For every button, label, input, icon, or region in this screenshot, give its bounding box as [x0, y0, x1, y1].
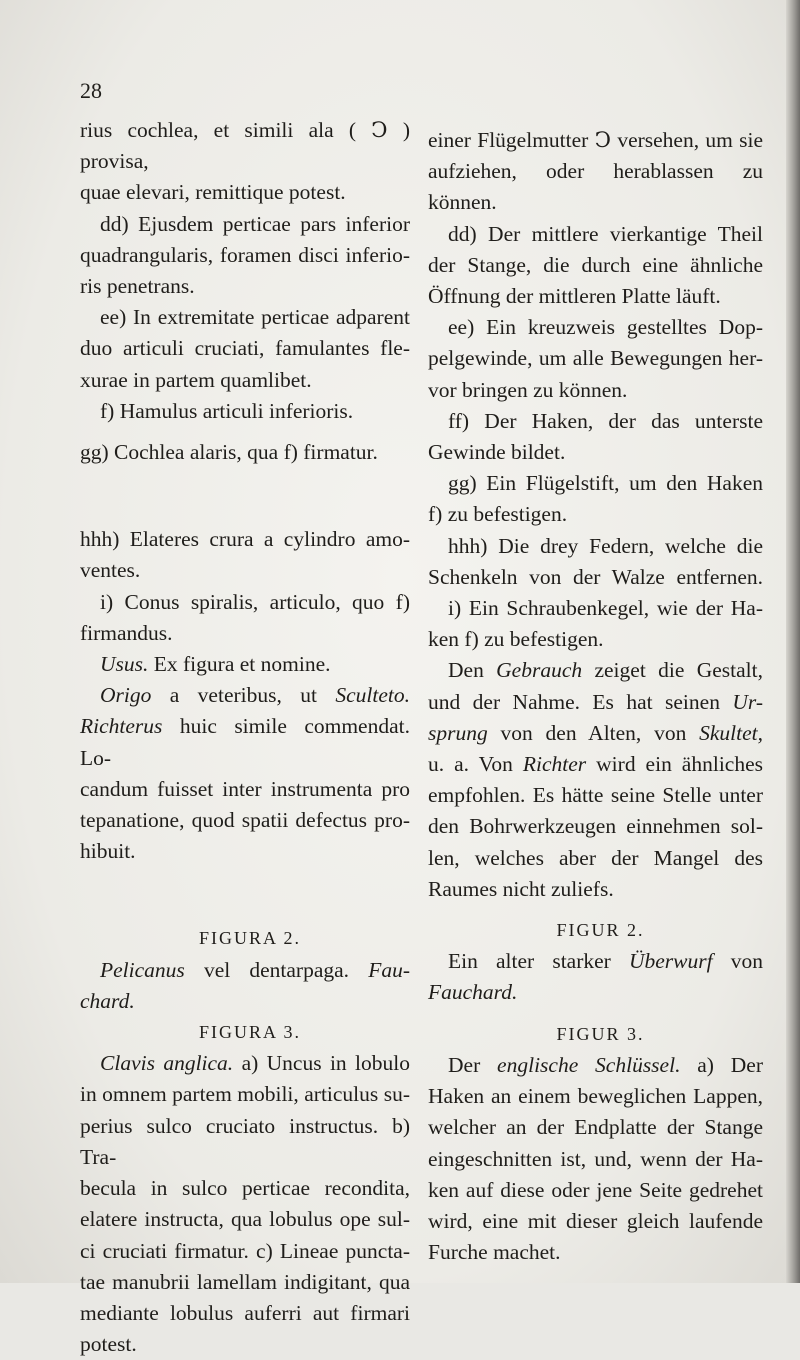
- german-text: und der Nahme. Es hat seinen: [428, 689, 733, 714]
- german-line: welcher an der Endplatte der Stange: [428, 1115, 763, 1140]
- latin-line: hibuit.: [80, 839, 136, 864]
- german-italic: Gebrauch: [496, 658, 583, 683]
- german-figure-heading: FIGUR 3.: [556, 1023, 645, 1044]
- german-text: a) Der: [680, 1052, 764, 1077]
- german-line: hhh) Die drey Federn, welche die: [448, 533, 763, 558]
- german-line: ken f) zu befestigen.: [428, 627, 604, 652]
- latin-line: gg) Cochlea alaris, qua f) firmatur.: [80, 440, 378, 465]
- german-italic: sprung: [428, 720, 488, 745]
- latin-text: a veteribus, ut: [151, 683, 336, 708]
- german-line: Haken an einem beweglichen Lappen,: [428, 1084, 763, 1109]
- german-line: f) zu befestigen.: [428, 502, 568, 527]
- latin-line: chard.: [80, 988, 135, 1013]
- page-spine-shadow: [786, 0, 800, 1283]
- german-column: [428, 125, 763, 1268]
- latin-figure-heading: FIGURA 3.: [198, 1022, 301, 1043]
- latin-line: i) Conus spiralis, articulo, quo f): [100, 589, 410, 614]
- german-line: ff) Der Haken, der das unterste: [448, 408, 763, 433]
- german-line: aufziehen, oder herablassen zu können.: [428, 159, 763, 215]
- german-line: [428, 718, 763, 749]
- latin-column: [80, 115, 410, 1360]
- german-line: Raumes nicht zuliefs.: [428, 876, 614, 901]
- latin-italic: Clavis anglica.: [100, 1051, 234, 1076]
- german-line: [428, 655, 763, 686]
- latin-italic: Usus.: [100, 652, 149, 677]
- latin-line: candum fuisset inter instrumenta pro: [80, 776, 410, 801]
- latin-line: xurae in partem quamlibet.: [80, 367, 312, 392]
- german-line: [428, 1050, 763, 1081]
- german-line: den Bohrwerkzeugen einnehmen sol-: [428, 814, 763, 839]
- german-figure-heading: FIGUR 2.: [556, 920, 645, 941]
- german-line: Öffnung der mittleren Platte läuft.: [428, 284, 721, 309]
- latin-line: [80, 649, 410, 680]
- latin-text: huic simile commendat. Lo-: [80, 714, 410, 770]
- latin-line: quadrangularis, foramen disci inferio-: [80, 242, 410, 267]
- latin-line: mediante lobulus auferri aut firmari: [80, 1300, 410, 1325]
- german-text: zeiget die Gestalt,: [582, 658, 763, 683]
- latin-line: [80, 711, 410, 773]
- german-italic: Überwurf: [628, 949, 713, 974]
- german-italic: Richter: [522, 752, 587, 777]
- german-text: u. a. Von: [428, 752, 523, 777]
- latin-line: tepanatione, quod spatii defectus pro-: [80, 808, 410, 833]
- german-text: Der: [448, 1052, 498, 1077]
- german-text: Ein alter starker: [448, 949, 629, 974]
- latin-line: potest.: [80, 1332, 137, 1357]
- latin-line: hhh) Elateres crura a cylindro amo-: [80, 527, 410, 552]
- german-line: [428, 687, 763, 718]
- latin-italic: Origo: [100, 683, 152, 708]
- german-text: von den Alten, von: [487, 720, 700, 745]
- german-text: Den: [448, 658, 497, 683]
- latin-text: Ex figura et nomine.: [148, 652, 331, 677]
- latin-line: tae manubrii lamellam indigitant, qua: [80, 1269, 410, 1294]
- latin-italic: Richterus: [80, 714, 163, 739]
- german-italic: Ur-: [732, 689, 763, 714]
- german-line: einer Flügelmutter Ↄ versehen, um sie: [428, 128, 763, 152]
- latin-line: [80, 680, 410, 711]
- german-line: gg) Ein Flügelstift, um den Haken: [448, 471, 763, 496]
- german-line: dd) Der mittlere vierkantige Theil: [448, 221, 763, 246]
- german-line: [428, 749, 763, 780]
- german-line: len, welches aber der Mangel des: [428, 845, 763, 870]
- german-line: eingeschnitten ist, und, wenn der Ha-: [428, 1146, 763, 1171]
- latin-line: dd) Ejusdem perticae pars inferior: [100, 211, 410, 236]
- german-line: Gewinde bildet.: [428, 440, 566, 465]
- german-italic: englische Schlüssel.: [497, 1052, 681, 1077]
- latin-line: rius cochlea, et simili ala ( Ↄ ) provisa,: [80, 118, 410, 174]
- german-line: wird, eine mit dieser gleich laufende: [428, 1208, 763, 1233]
- latin-text: vel dentarpaga.: [184, 957, 369, 982]
- german-line: ee) Ein kreuzweis gestelltes Dop-: [448, 315, 763, 340]
- latin-line: [80, 1048, 410, 1079]
- german-line: [428, 946, 763, 977]
- latin-italic: Fau-: [368, 957, 410, 982]
- latin-line: quae elevari, remittique potest.: [80, 180, 346, 205]
- german-line: der Stange, die durch eine ähnliche: [428, 252, 763, 277]
- german-italic: Skultet,: [699, 720, 763, 745]
- latin-figure-heading: FIGURA 2.: [198, 928, 301, 949]
- page-number: 28: [80, 78, 102, 103]
- latin-italic: Pelicanus: [100, 957, 185, 982]
- latin-line: perius sulco cruciato instructus. b) Tra-: [80, 1113, 410, 1169]
- latin-italic: Sculteto.: [335, 683, 410, 708]
- latin-line: duo articuli cruciati, famulantes fle-: [80, 336, 410, 361]
- latin-line: ee) In extremitate perticae adparent: [100, 305, 410, 330]
- german-line: empfohlen. Es hätte seine Stelle unter: [428, 783, 763, 808]
- latin-line: firmandus.: [80, 620, 173, 645]
- german-text: wird ein ähnliches: [586, 752, 763, 777]
- latin-line: ci cruciati firmatur. c) Lineae puncta-: [80, 1238, 410, 1263]
- latin-line: elatere instructa, qua lobulus ope sul-: [80, 1207, 410, 1232]
- latin-line: f) Hamulus articuli inferioris.: [100, 398, 354, 423]
- german-line: ken auf diese oder jene Seite gedrehet: [428, 1177, 763, 1202]
- german-line: Schenkeln von der Walze entfernen.: [428, 564, 763, 589]
- german-text: von: [712, 949, 764, 974]
- latin-line: ventes.: [80, 558, 141, 583]
- german-line: vor bringen zu können.: [428, 377, 628, 402]
- latin-line: becula in sulco perticae recondita,: [80, 1176, 410, 1201]
- german-line: Fauchard.: [428, 980, 518, 1005]
- german-line: Furche machet.: [428, 1240, 561, 1265]
- latin-line: in omnem partem mobili, articulus su-: [80, 1082, 410, 1107]
- latin-line: [80, 955, 410, 986]
- german-line: pelgewinde, um alle Bewegungen her-: [428, 346, 763, 371]
- german-line: i) Ein Schraubenkegel, wie der Ha-: [448, 596, 763, 621]
- latin-line: ris penetrans.: [80, 274, 195, 299]
- latin-text: a) Uncus in lobulo: [233, 1051, 410, 1076]
